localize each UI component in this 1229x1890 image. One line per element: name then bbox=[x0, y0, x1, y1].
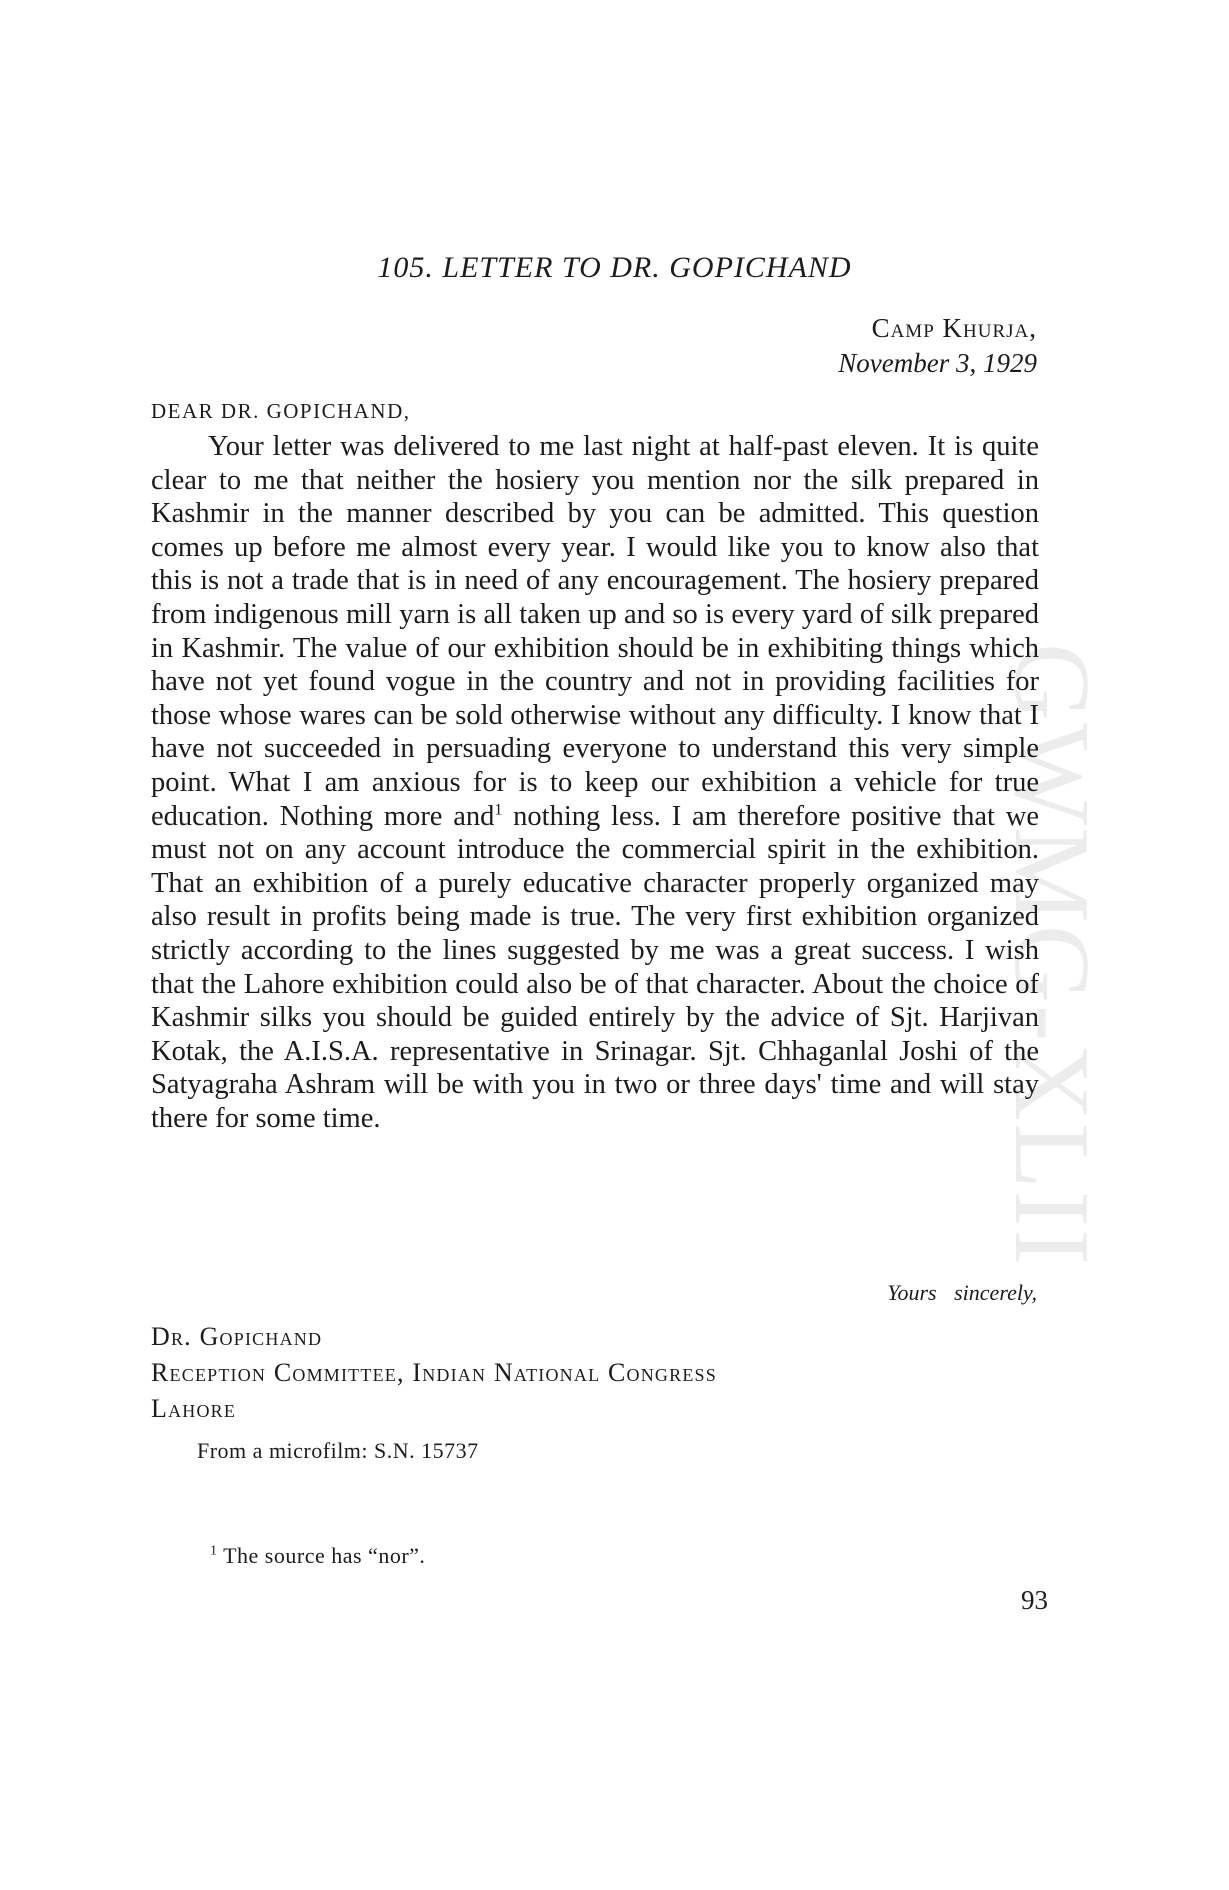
closing: Yours sincerely, bbox=[887, 1280, 1037, 1305]
place-line: Camp Khurja, bbox=[871, 313, 1037, 343]
letter-body bbox=[151, 430, 1039, 1135]
body-text-part2: nothing less. I am therefore positive that we must not on any account introduce the commercial spirit in the exhibition. That an exhibition of a purely educative character properly organized may also result in profits being made is true. The very first exhibition organized strictly according to the lines suggested by me was a great success. I wish that the Lahore exhibition could also be of that character. About the choice of Kashmir silks you should be guided entirely by the advice of Sjt. Harjivan Kotak, the A.I.S.A. representative in Srinagar. Sjt. Chhaganlal Joshi of the Satyagraha Ashram will be with you in two or three days' time and will stay there for some time. bbox=[151, 800, 1039, 1134]
footnote-reference: 1 bbox=[494, 801, 503, 819]
salutation: DEAR DR. GOPICHAND, bbox=[151, 399, 411, 423]
watermark-text: GWMG-XLII bbox=[992, 643, 1111, 1267]
addressee-name: Dr. Gopichand bbox=[151, 1322, 323, 1351]
page-number: 93 bbox=[1021, 1585, 1048, 1615]
footnote-marker: 1 bbox=[210, 1543, 218, 1559]
body-text-part1: Your letter was delivered to me last night at half-past eleven. It is quite clear to me that neither the hosiery you mention nor the silk prepared in Kashmir in the manner described by you can be admitted. This question comes up before me almost every year. I would like you to know also that this is not a trade that is in need of any encouragement. The hosiery prepared from indigenous mill yarn is all taken up and so is every yard of silk prepared in Kashmir. The value of our exhibition should be in exhibiting things which have not yet found vogue in the country and not in providing facilities for those whose wares can be sold otherwise without any difficulty. I know that I have not succeeded in persuading everyone to understand this very simple point. What I am anxious for is to keep our exhibition a vehicle for true education. Nothing more and bbox=[151, 431, 1039, 832]
date-line: November 3, 1929 bbox=[838, 348, 1037, 378]
footnote bbox=[210, 1543, 425, 1569]
footnote-text: The source has “nor”. bbox=[217, 1543, 426, 1568]
addressee-city: Lahore bbox=[151, 1394, 237, 1423]
addressee-organization: Reception Committee, Indian National Congress bbox=[151, 1358, 717, 1387]
letter-heading: 105. LETTER TO DR. GOPICHAND bbox=[377, 251, 852, 284]
source-note: From a microfilm: S.N. 15737 bbox=[197, 1438, 479, 1463]
